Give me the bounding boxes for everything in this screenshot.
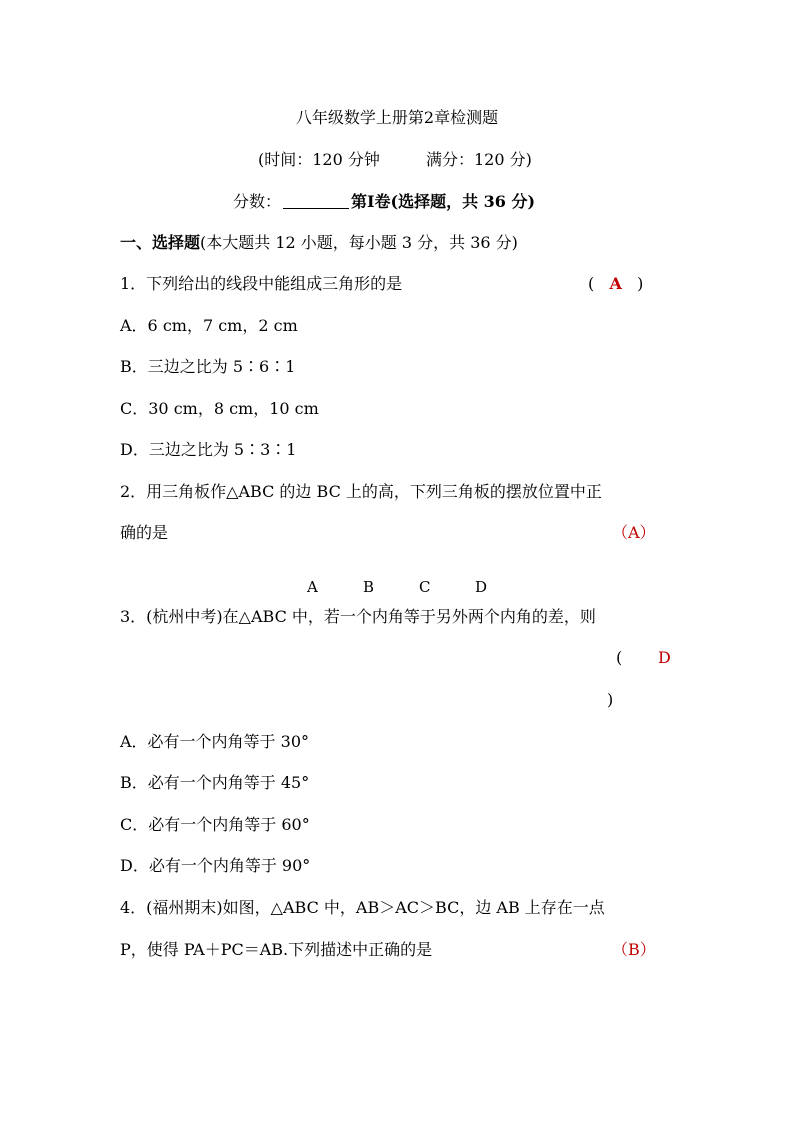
- score-label: 分数：: [233, 192, 282, 211]
- q3-option-b: B．必有一个内角等于 45°: [120, 773, 310, 792]
- exam-time: (时间：120 分钟: [258, 150, 380, 169]
- q4-stem-line1: 4．(福州期末)如图，△ABC 中，AB＞AC＞BC，边 AB 上存在一点: [120, 898, 605, 917]
- q4-stem-line2: P，使得 PA＋PC＝AB.下列描述中正确的是: [120, 940, 433, 959]
- q2-stem-line1: 2．用三角板作△ABC 的边 BC 上的高，下列三角板的摆放位置中正: [120, 482, 602, 501]
- score-blank: [283, 192, 349, 209]
- q2-stem-line2: 确的是: [120, 523, 169, 542]
- q3-paren-open: (: [616, 648, 623, 667]
- q2-figure-label-c: C: [419, 578, 431, 596]
- q1-answer-paren: ( A ): [588, 274, 644, 293]
- q1-option-b: B．三边之比为 5∶6∶1: [120, 357, 296, 376]
- q4-answer: （B）: [612, 940, 656, 959]
- section-heading-row: [120, 233, 518, 253]
- q2-figure-label-a: A: [307, 578, 318, 596]
- q3-paren-close: ): [607, 690, 614, 709]
- volume-heading: 第Ⅰ卷(选择题，共 36 分): [351, 192, 536, 211]
- q3-option-a: A．必有一个内角等于 30°: [120, 732, 310, 751]
- q3-option-c: C．必有一个内角等于 60°: [120, 815, 310, 834]
- q1-option-c: C．30 cm，8 cm，10 cm: [120, 399, 319, 418]
- q2-figure-label-b: B: [363, 578, 375, 596]
- q3-answer: D: [658, 648, 671, 667]
- q3-stem: 3．(杭州中考)在△ABC 中，若一个内角等于另外两个内角的差，则: [120, 607, 596, 626]
- q1-answer: A: [609, 274, 622, 293]
- q1-option-a: A．6 cm，7 cm，2 cm: [120, 316, 298, 335]
- q1-stem: 1．下列给出的线段中能组成三角形的是: [120, 274, 403, 293]
- q1-option-d: D．三边之比为 5∶3∶1: [120, 440, 297, 459]
- score-row: [233, 192, 535, 212]
- q2-answer: （A）: [612, 523, 656, 542]
- page-title: 八年级数学上册第2章检测题: [295, 108, 499, 127]
- q2-figure-label-d: D: [475, 578, 488, 596]
- section-note: (本大题共 12 小题，每小题 3 分，共 36 分): [200, 233, 518, 252]
- q3-option-d: D．必有一个内角等于 90°: [120, 856, 311, 875]
- section-heading: 一、选择题: [120, 233, 201, 252]
- exam-full-score: 满分：120 分): [426, 150, 532, 169]
